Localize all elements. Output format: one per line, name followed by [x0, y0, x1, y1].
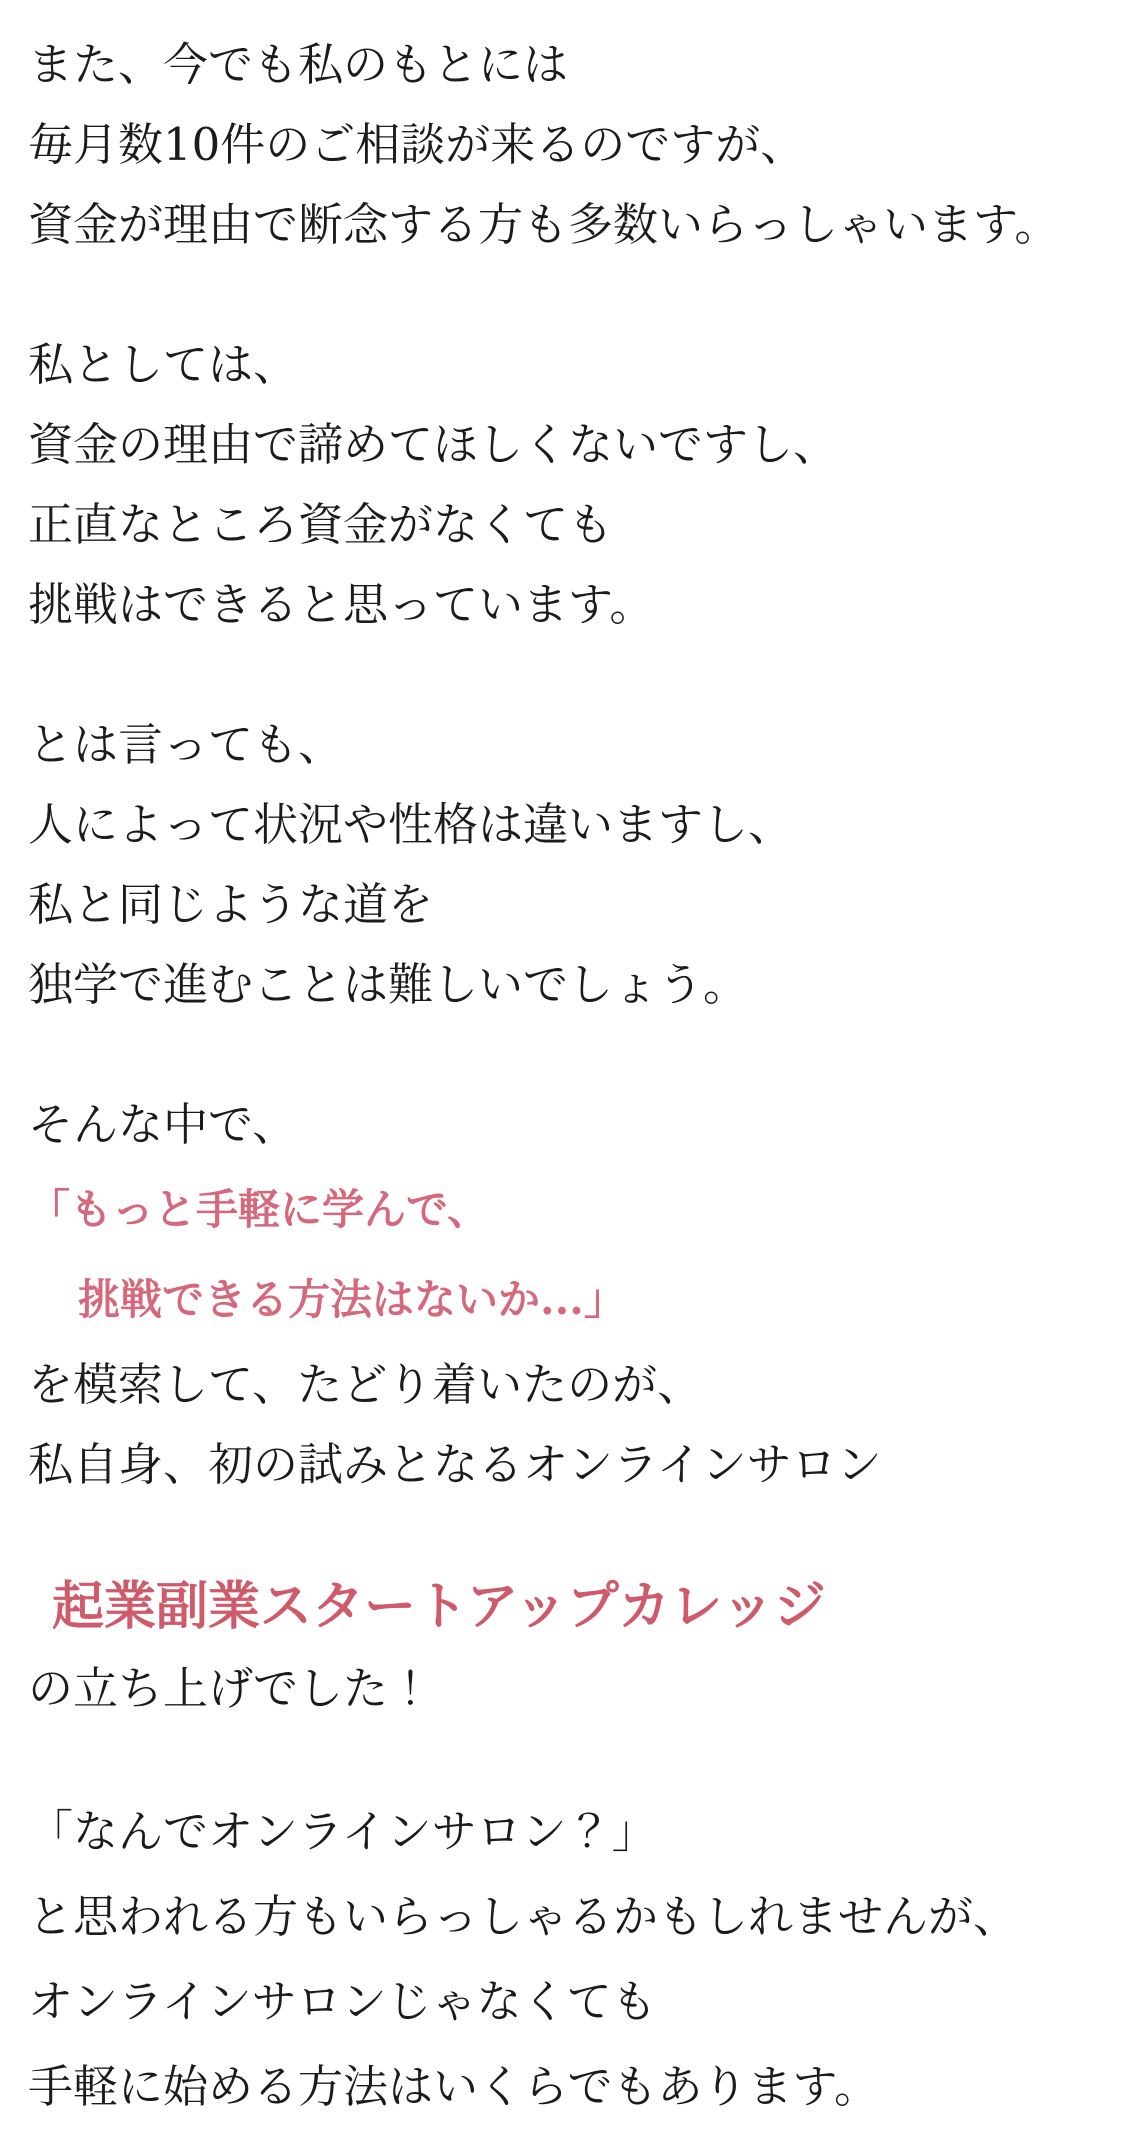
text-line: 「なんでオンラインサロン？」 — [28, 1805, 657, 1858]
paragraph-salon-launch — [28, 1565, 1107, 1729]
text-line: そんな中で、 — [28, 1098, 298, 1151]
text-line: 私と同じような道を — [28, 878, 434, 931]
text-line: 資金の理由で諦めてほしくないですし、 — [28, 418, 839, 471]
paragraph-consultations — [28, 25, 1107, 265]
text-line: 挑戦はできると思っています。 — [28, 578, 655, 631]
text-line: 私自身、初の試みとなるオンラインサロン — [28, 1438, 882, 1491]
paragraph-however — [28, 705, 1107, 1025]
text-line: オンラインサロンじゃなくても — [28, 1975, 657, 2028]
text-line: 手軽に始める方法はいくらでもあります。 — [28, 2060, 879, 2113]
text-line: を模索して、たどり着いたのが、 — [28, 1358, 703, 1411]
text-line: また、今でも私のもとには — [28, 38, 569, 91]
text-line: 人によって状況や性格は違いますし、 — [28, 798, 794, 851]
text-line: 毎月数10件のご相談が来るのですが、 — [28, 118, 806, 171]
text-line: の立ち上げでした！ — [28, 1662, 434, 1715]
text-line: とは言っても、 — [28, 718, 344, 771]
text-line: 資金が理由で断念する方も多数いらっしゃいます。 — [28, 198, 1060, 251]
highlight-quote-line-1: 「もっと手軽に学んで、 — [28, 1185, 490, 1234]
text-line: 正直なところ資金がなくても — [28, 498, 614, 551]
paragraph-my-opinion — [28, 325, 1107, 645]
text-line: 私としては、 — [28, 338, 299, 391]
highlight-quote-line-2: 挑戦できる方法はないか...」 — [78, 1275, 626, 1324]
text-line: と思われる方もいらっしゃるかもしれませんが、 — [28, 1890, 1019, 1943]
paragraph-search — [28, 1085, 1107, 1505]
paragraph-why-online-salon — [28, 1789, 1107, 2129]
text-line: 独学で進むことは難しいでしょう。 — [28, 958, 749, 1011]
salon-title: 起業副業スタートアップカレッジ — [52, 1576, 826, 1637]
